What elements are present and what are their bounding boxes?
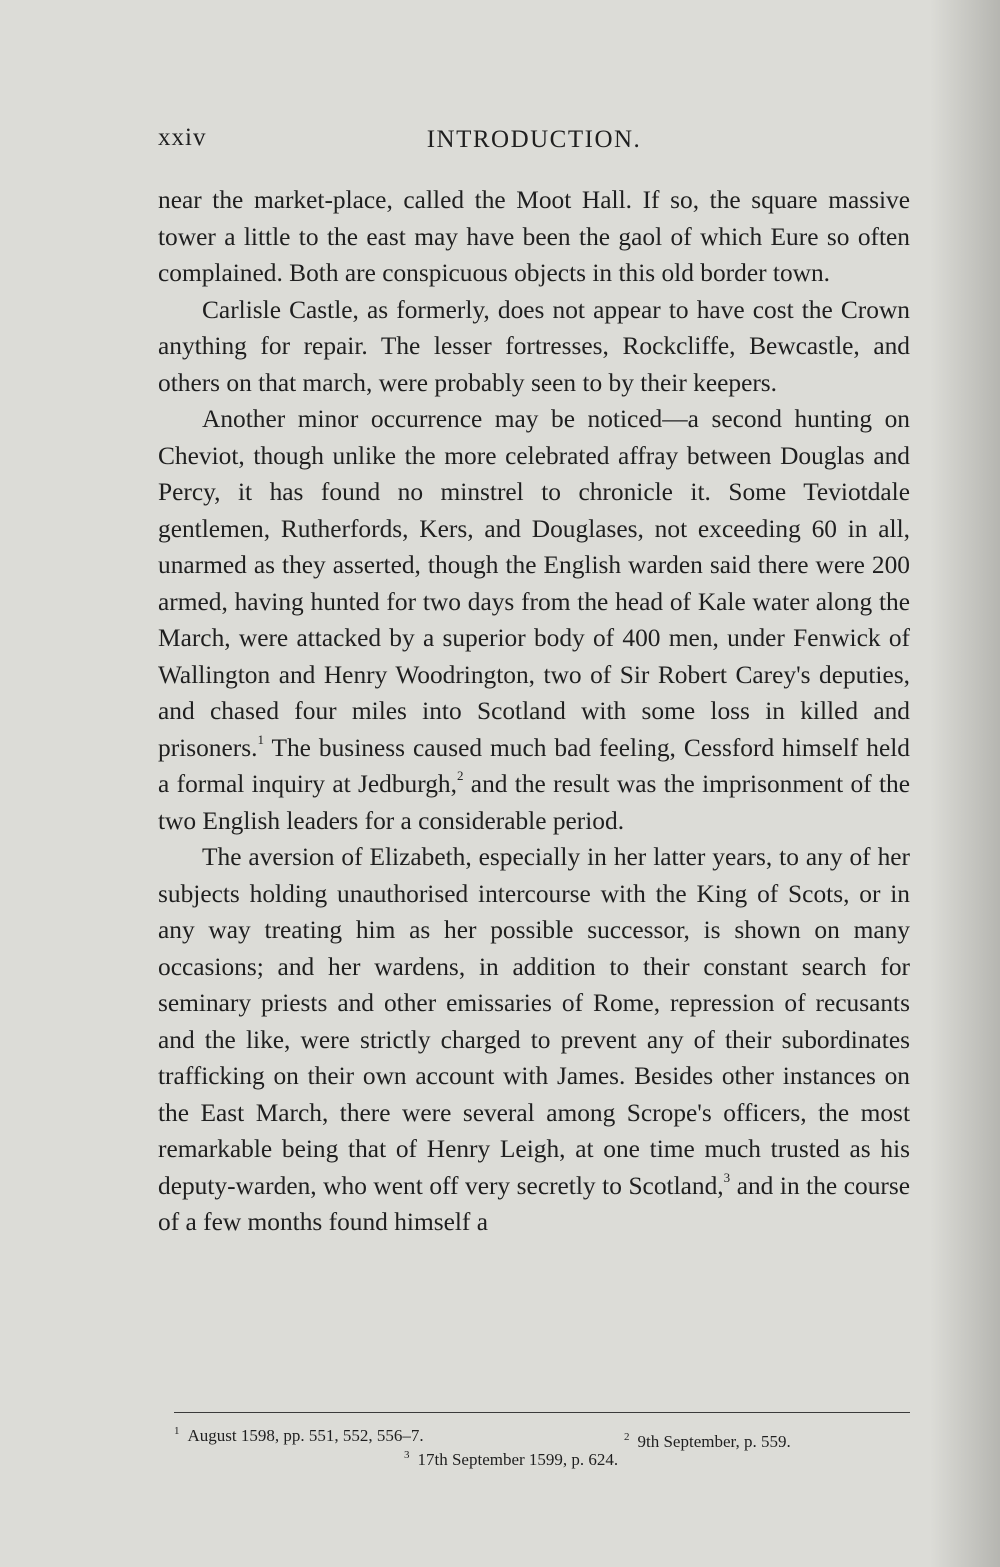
paragraph-1-text: near the market-place, called the Moot Hall. If so, the square massive tower a little to the east may have been the gaol of which Eure so often complained. Both are conspicuous objects in this old border town. [158,186,910,287]
footnote-2-text: 9th September, p. 559. [637,1432,791,1451]
running-title: INTRODUCTION. [426,126,642,153]
footnote-ref-3: 3 [723,1169,731,1185]
paragraph-3-text-b: The business caused much bad feeling, Cessford himself held a formal inquiry at Jedburgh, [158,733,910,798]
running-head [158,118,910,158]
body-text [158,182,910,1241]
paragraph-4-text-a: The aversion of Elizabeth, especially in her latter years, to any of her subjects holding unauthorised intercourse with the King of Scots, or in any way treating him as her possible successor, is shown on many occasions; and her wardens, in addition to their constant search for seminary priests and other emissaries of Rome, repression of recusants and the like, were strictly charged to prevent any of their subordinates trafficking on their own account with James. Besides other instances on the East March, there were several among Scrope's officers, the most remarkable being that of Henry Leigh, at one time much trusted as his deputy-warden, who went off very secretly to Scotland, [158,843,910,1200]
footnote-2-mark: 2 [624,1431,630,1443]
paragraph-4 [158,839,910,1241]
paragraph-2 [158,292,910,402]
paragraph-3-text-c: and the result was the imprisonment of the two English leaders for a considerable period. [158,770,910,835]
page-edge-shadow [930,0,1000,1567]
paragraph-3 [158,401,910,839]
footnote-ref-2: 2 [456,768,464,783]
footnote-3-mark: 3 [404,1449,410,1461]
paragraph-1 [158,182,910,292]
paragraph-2-text: Carlisle Castle, as formerly, does not appear to have cost the Crown anything for repair. The lesser fortresses, Rockcliffe, Bewcastle, and others on that march, were probably seen to by their keepers. [158,295,910,397]
page-number: xxiv [158,124,207,151]
footnote-1-text: August 1598, pp. 551, 552, 556–7. [187,1426,424,1445]
footnote-row-1 [174,1419,910,1451]
paragraph-3-text-a: Another minor occurrence may be noticed—a second hunting on Cheviot, though unlike the more celebrated affray between Douglas and Percy, it has found no minstrel to chronicle it. Some Teviotdale gentlemen, Rutherfords, Kers, and Douglases, not exceeding 60 in all, unarmed as they asserted, though the English warden said there were 200 armed, having hunted for two days from the head of Kale water along the March, were attacked by a superior body of 400 men, under Fenwick of Wallington and Henry Woodrington, two of Sir Robert Carey's deputies, and chased four miles into Scotland with some loss in killed and prisoners. [158,405,910,762]
footnote-row-2 [174,1443,910,1467]
paragraph-4-text-b: and in the course of a few months found himself a [158,1171,911,1236]
footnote-3-text: 17th September 1599, p. 624. [417,1450,619,1469]
footnote-1-mark: 1 [174,1425,180,1437]
footnote-3 [404,1443,618,1472]
footnotes [174,1412,910,1467]
book-page [158,118,910,1241]
footnote-ref-1: 1 [257,731,264,747]
